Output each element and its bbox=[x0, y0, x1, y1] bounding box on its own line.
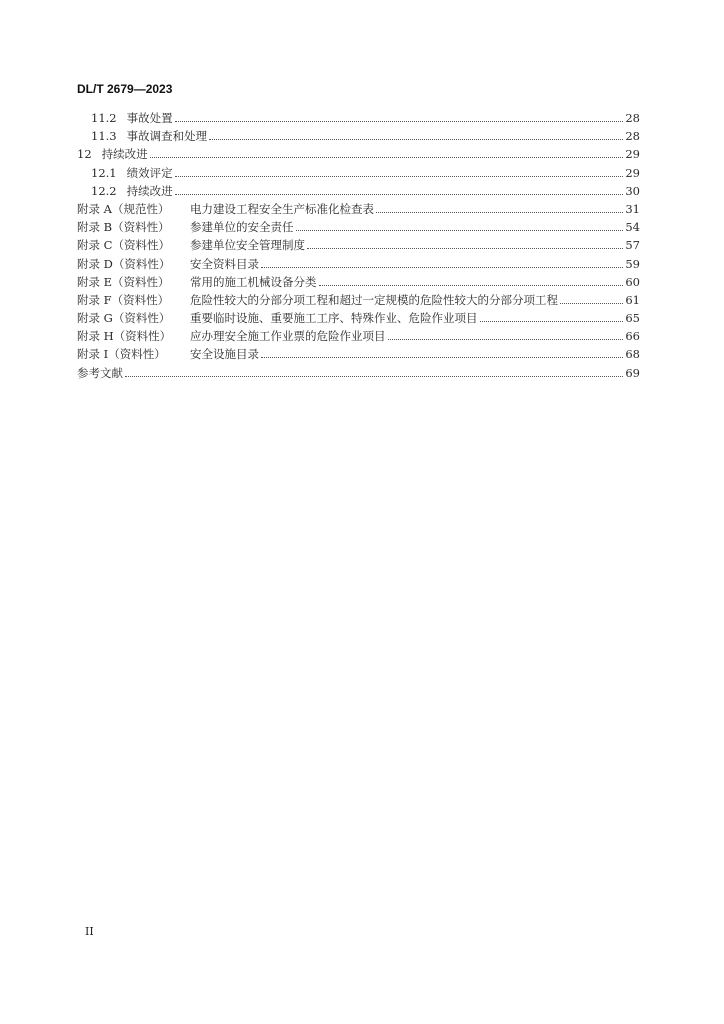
leader-dots bbox=[150, 156, 624, 158]
appendix-label: 附录 A（规范性） bbox=[77, 201, 170, 216]
leader-dots bbox=[125, 375, 623, 377]
leader-dots bbox=[175, 120, 624, 122]
toc-entry-appendix[interactable] bbox=[77, 256, 640, 274]
toc-entry-page: 68 bbox=[625, 347, 640, 362]
toc-entry-page: 28 bbox=[625, 129, 640, 144]
toc-entry-appendix[interactable] bbox=[77, 201, 640, 219]
toc-entry-title: 参建单位的安全责任 bbox=[190, 220, 294, 235]
toc-entry-page: 29 bbox=[625, 147, 640, 162]
toc-entry-page: 60 bbox=[625, 274, 640, 289]
toc-entry-title: 应办理安全施工作业票的危险作业项目 bbox=[190, 329, 386, 344]
toc-entry-title: 绩效评定 bbox=[126, 165, 173, 180]
toc-entry-appendix[interactable] bbox=[77, 292, 640, 310]
toc-entry-title: 安全资料目录 bbox=[190, 256, 259, 271]
toc-entry-page: 59 bbox=[625, 256, 640, 271]
toc-entry[interactable] bbox=[77, 183, 640, 201]
toc-entry-title: 参建单位安全管理制度 bbox=[190, 238, 305, 253]
toc-entry-title: 电力建设工程安全生产标准化检查表 bbox=[190, 201, 374, 216]
toc-entry-number: 12.2 bbox=[91, 183, 117, 198]
toc-entry-title: 事故处置 bbox=[126, 111, 173, 125]
toc-entry-title: 常用的施工机械设备分类 bbox=[190, 274, 317, 289]
leader-dots bbox=[560, 302, 623, 304]
page-number-footer: II bbox=[85, 925, 94, 938]
toc-entry-title: 安全设施目录 bbox=[190, 347, 259, 362]
appendix-label: 附录 F（资料性） bbox=[77, 292, 170, 307]
leader-dots bbox=[376, 211, 623, 213]
appendix-label: 附录 I（资料性） bbox=[77, 347, 166, 362]
toc-entry[interactable] bbox=[77, 128, 640, 146]
leader-dots bbox=[261, 356, 623, 358]
appendix-label: 附录 D（资料性） bbox=[77, 256, 171, 271]
toc-entry-page: 54 bbox=[625, 220, 640, 235]
toc-entry-references[interactable] bbox=[77, 365, 640, 383]
toc-entry-title: 危险性较大的分部分项工程和超过一定规模的危险性较大的分部分项工程 bbox=[190, 292, 558, 307]
toc-entry-title: 持续改进 bbox=[101, 147, 148, 162]
toc-entry-appendix[interactable] bbox=[77, 237, 640, 255]
toc-entry-number: 11.3 bbox=[91, 129, 117, 144]
toc-entry-number: 11.2 bbox=[91, 111, 117, 125]
toc-entry-page: 30 bbox=[625, 183, 640, 198]
leader-dots bbox=[296, 229, 624, 231]
toc-entry-appendix[interactable] bbox=[77, 274, 640, 292]
toc-entry-page: 66 bbox=[625, 329, 640, 344]
leader-dots bbox=[261, 266, 623, 268]
toc-entry-page: 29 bbox=[625, 165, 640, 180]
toc-entry-number: 12.1 bbox=[91, 165, 117, 180]
toc-entry-appendix[interactable] bbox=[77, 219, 640, 237]
toc-entry-page: 65 bbox=[625, 311, 640, 326]
toc-entry-number: 12 bbox=[77, 147, 92, 162]
leader-dots bbox=[388, 338, 624, 340]
toc-entry-title: 持续改进 bbox=[126, 183, 173, 198]
toc-entry-title: 事故调查和处理 bbox=[126, 129, 208, 144]
toc-entry-page: 69 bbox=[625, 365, 640, 380]
toc-entry[interactable] bbox=[77, 110, 640, 128]
leader-dots bbox=[307, 247, 623, 249]
leader-dots bbox=[209, 138, 623, 140]
appendix-label: 附录 G（资料性） bbox=[77, 311, 171, 326]
document-id-header: DL/T 2679—2023 bbox=[77, 82, 173, 96]
toc-entry-page: 57 bbox=[625, 238, 640, 253]
toc-entry-appendix[interactable] bbox=[77, 328, 640, 346]
leader-dots bbox=[319, 284, 624, 286]
appendix-label: 附录 H（资料性） bbox=[77, 329, 172, 344]
toc-entry-appendix[interactable] bbox=[77, 310, 640, 328]
leader-dots bbox=[175, 175, 624, 177]
appendix-label: 附录 B（资料性） bbox=[77, 220, 170, 235]
toc-entry[interactable] bbox=[77, 146, 640, 164]
toc-entry-appendix[interactable] bbox=[77, 346, 640, 364]
appendix-label: 附录 C（资料性） bbox=[77, 238, 170, 253]
table-of-contents bbox=[77, 110, 640, 383]
toc-entry-title: 参考文献 bbox=[77, 365, 123, 380]
leader-dots bbox=[175, 193, 624, 195]
toc-entry-title: 重要临时设施、重要施工工序、特殊作业、危险作业项目 bbox=[190, 311, 478, 326]
appendix-label: 附录 E（资料性） bbox=[77, 274, 170, 289]
toc-entry-page: 31 bbox=[625, 201, 640, 216]
toc-entry-page: 61 bbox=[625, 292, 640, 307]
toc-entry-page: 28 bbox=[625, 111, 640, 125]
toc-entry[interactable] bbox=[77, 165, 640, 183]
leader-dots bbox=[480, 320, 624, 322]
